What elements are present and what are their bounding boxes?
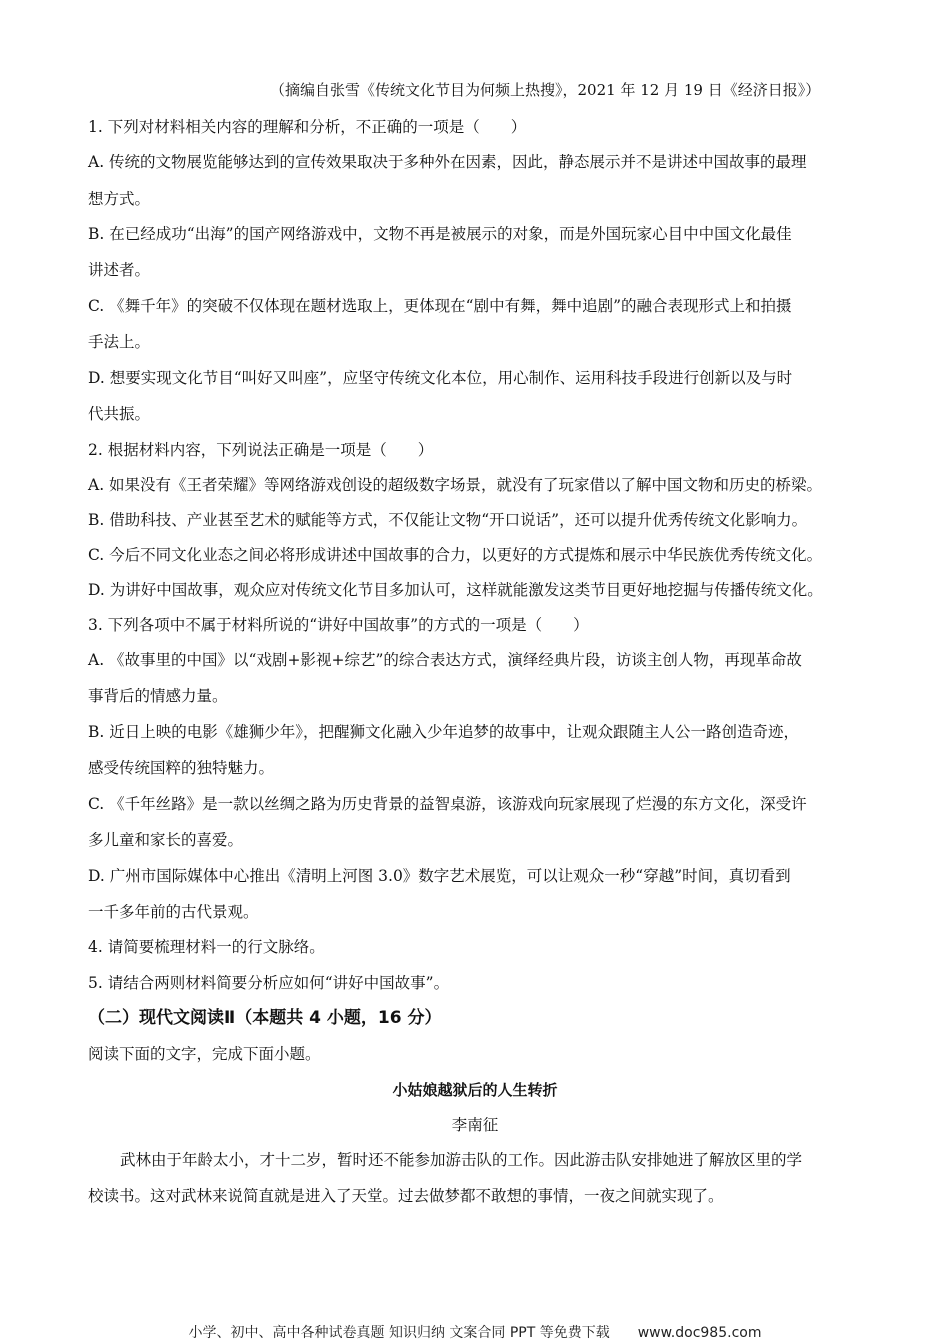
question-4: 4. 请简要梳理材料一的行文脉络。 — [88, 938, 325, 956]
option-a: A. 《故事里的中国》以“戏剧+影视+综艺”的综合表达方式，演绎经典片段，访谈主创人物，再现革命故 — [88, 651, 802, 669]
option-c-cont: 多儿童和家长的喜爱。 — [88, 831, 244, 849]
section-heading: （二）现代文阅读Ⅱ（本题共 4 小题，16 分） — [88, 1008, 442, 1028]
option-c-cont: 手法上。 — [88, 333, 151, 351]
option-d-cont: 代共振。 — [88, 405, 151, 423]
source-citation: （摘编自张雪《传统文化节目为何频上热搜》，2021 年 12 月 19 日《经济日报》） — [270, 81, 821, 99]
question-stem: 3. 下列各项中不属于材料所说的“讲好中国故事”的方式的一项是（ ） — [88, 616, 589, 634]
option-b-cont: 感受传统国粹的独特魅力。 — [88, 759, 275, 777]
option-a: A. 传统的文物展览能够达到的宣传效果取决于多种外在因素，因此，静态展示并不是讲述中国故事的最理 — [88, 153, 807, 171]
option-d: D. 想要实现文化节目“叫好又叫座”，应坚守传统文化本位，用心制作、运用科技手段进行创新以及与时 — [88, 369, 793, 387]
option-b: B. 近日上映的电影《雄狮少年》，把醒狮文化融入少年追梦的故事中，让观众跟随主人公一路创造奇迹， — [88, 723, 799, 741]
option-a: A. 如果没有《王者荣耀》等网络游戏创设的超级数字场景，就没有了玩家借以了解中国文物和历史的桥梁。 — [88, 476, 823, 494]
instruction: 阅读下面的文字，完成下面小题。 — [88, 1045, 321, 1063]
question-stem: 1. 下列对材料相关内容的理解和分析，不正确的一项是（ ） — [88, 118, 527, 136]
question-stem: 2. 根据材料内容，下列说法正确是一项是（ ） — [88, 441, 434, 459]
story-line: 武林由于年龄太小，才十二岁，暂时还不能参加游击队的工作。因此游击队安排她进了解放区里的学 — [120, 1151, 803, 1169]
question-5: 5. 请结合两则材料简要分析应如何“讲好中国故事”。 — [88, 974, 450, 992]
story-line: 校读书。这对武林来说简直就是进入了天堂。过去做梦都不敢想的事情，一夜之间就实现了。 — [88, 1187, 724, 1205]
story-title: 小姑娘越狱后的人生转折 — [392, 1081, 558, 1099]
option-d-cont: 一千多年前的古代景观。 — [88, 903, 259, 921]
option-b: B. 在已经成功“出海”的国产网络游戏中，文物不再是被展示的对象，而是外国玩家心目中中国文化最佳 — [88, 225, 792, 243]
story-author: 李南征 — [451, 1116, 499, 1134]
option-a-cont: 想方式。 — [88, 190, 151, 208]
option-a-cont: 事背后的情感力量。 — [88, 687, 228, 705]
option-b: B. 借助科技、产业甚至艺术的赋能等方式，不仅能让文物“开口说话”，还可以提升优秀传统文化影响力。 — [88, 511, 808, 529]
footer: 小学、初中、高中各种试卷真题 知识归纳 文案合同 PPT 等免费下载 www.doc985.com — [188, 1325, 762, 1341]
option-c: C. 《舞千年》的突破不仅体现在题材选取上，更体现在“剧中有舞，舞中追剧”的融合表现形式上和拍摄 — [88, 297, 792, 315]
option-d: D. 为讲好中国故事，观众应对传统文化节目多加认可，这样就能激发这类节目更好地挖掘与传播传统文化。 — [88, 581, 823, 599]
option-c: C. 今后不同文化业态之间必将形成讲述中国故事的合力，以更好的方式提炼和展示中华民族优秀传统文化。 — [88, 546, 823, 564]
option-d: D. 广州市国际媒体中心推出《清明上河图 3.0》数字艺术展览，可以让观众一秒“穿越”时间，真切看到 — [88, 867, 791, 885]
option-c: C. 《千年丝路》是一款以丝绸之路为历史背景的益智桌游，该游戏向玩家展现了烂漫的东方文化，深受许 — [88, 795, 807, 813]
option-b-cont: 讲述者。 — [88, 261, 151, 279]
